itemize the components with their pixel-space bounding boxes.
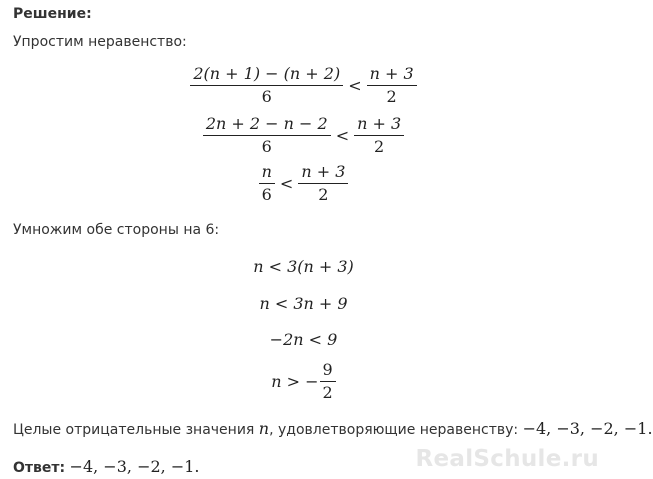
conclusion-variable: n xyxy=(258,419,270,438)
watermark-logo: RealSchule.ru xyxy=(415,446,599,472)
fraction-denominator: 2 xyxy=(322,383,333,402)
equation-step-5: n < 3n + 9 xyxy=(259,294,348,313)
equation-step-2 xyxy=(0,114,607,157)
fraction-numerator: 2n + 2 − n − 2 xyxy=(203,114,331,136)
fraction-numerator: n + 3 xyxy=(354,114,404,136)
fraction-left xyxy=(259,162,275,205)
equation-step-4: n < 3(n + 3) xyxy=(253,257,354,276)
equation-step-7 xyxy=(0,360,607,403)
answer-line xyxy=(13,458,200,477)
answer-label: Ответ: xyxy=(13,460,66,476)
fraction-denominator: 2 xyxy=(374,137,385,156)
fraction-right xyxy=(298,162,348,205)
fraction-denominator: 6 xyxy=(261,87,272,106)
fraction-right xyxy=(354,114,404,157)
fraction-numerator: n + 3 xyxy=(367,64,417,86)
multiply-text: Умножим обе стороны на 6: xyxy=(13,222,220,238)
fraction-numerator: n + 3 xyxy=(298,162,348,184)
less-than-operator: < xyxy=(279,174,294,193)
conclusion-prefix: Целые отрицательные значения xyxy=(13,422,259,438)
fraction-numerator: 9 xyxy=(320,360,336,382)
fraction-denominator: 2 xyxy=(386,87,397,106)
simplify-text: Упростим неравенство: xyxy=(13,34,187,50)
inequality-left: n > − xyxy=(271,372,319,391)
solution-heading: Решение: xyxy=(13,6,92,22)
fraction-numerator: n xyxy=(259,162,275,184)
conclusion-middle: , удовлетворяющие неравенству: xyxy=(269,422,523,438)
fraction-denominator: 6 xyxy=(261,185,272,204)
equation-step-6: −2n < 9 xyxy=(269,330,338,349)
fraction-right xyxy=(320,360,336,403)
fraction-denominator: 6 xyxy=(261,137,272,156)
fraction-left xyxy=(203,114,331,157)
fraction-left xyxy=(190,64,343,107)
answer-values: −4, −3, −2, −1. xyxy=(69,457,200,476)
less-than-operator: < xyxy=(335,126,350,145)
fraction-right xyxy=(367,64,417,107)
fraction-numerator: 2(n + 1) − (n + 2) xyxy=(190,64,343,86)
equation-step-1 xyxy=(0,64,607,107)
equation-step-3 xyxy=(0,162,607,205)
conclusion-text xyxy=(13,420,653,439)
conclusion-values: −4, −3, −2, −1. xyxy=(522,419,653,438)
less-than-operator: < xyxy=(348,76,362,95)
fraction-denominator: 2 xyxy=(318,185,329,204)
